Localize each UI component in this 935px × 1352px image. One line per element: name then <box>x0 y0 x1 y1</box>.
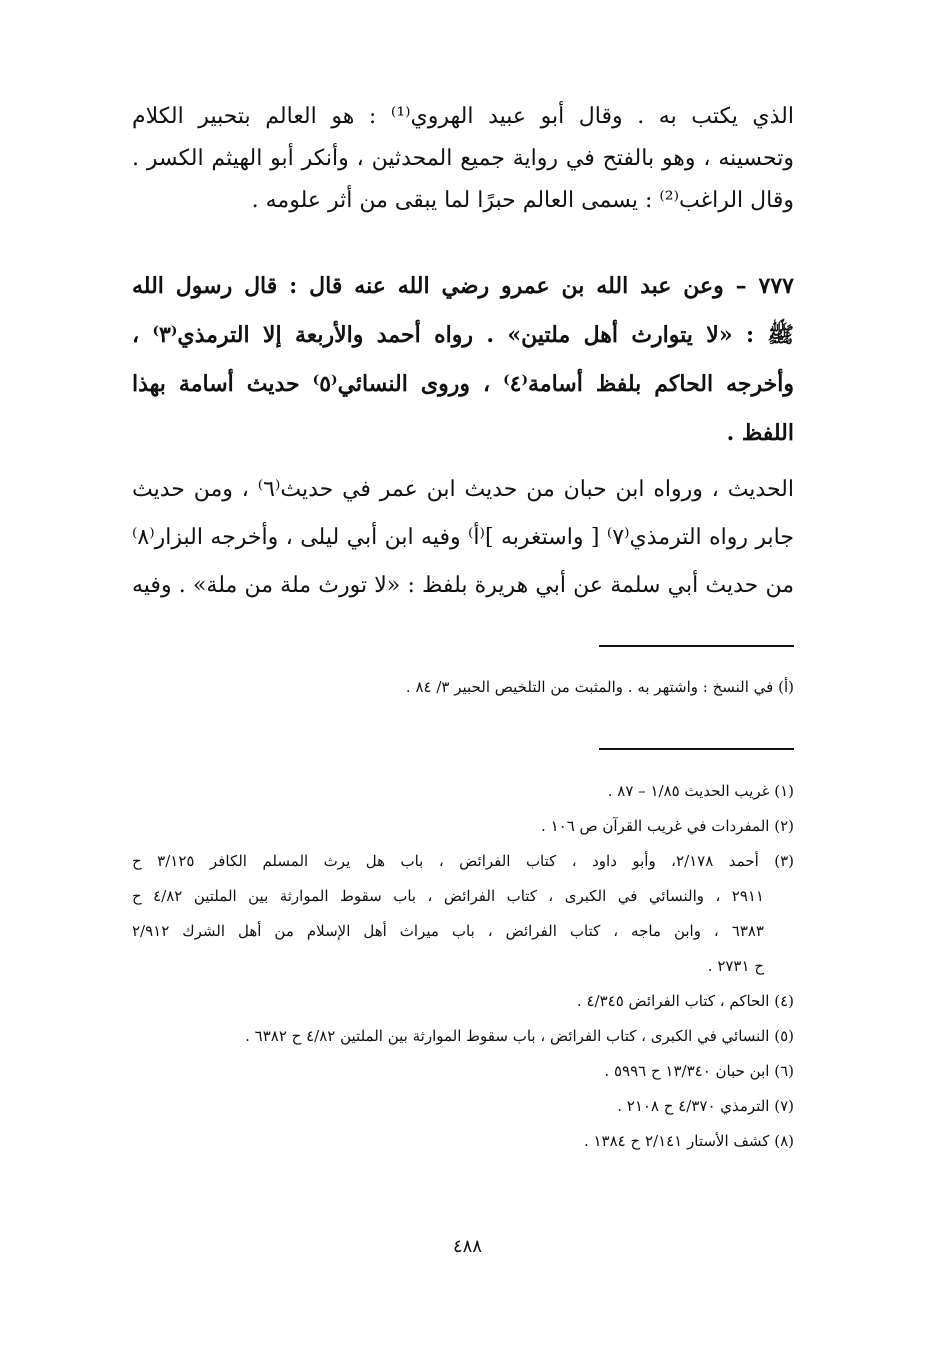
footnote: (٦) ابن حبان ١٣/٣٤٠ ح ٥٩٩٦ . <box>604 1062 794 1080</box>
footnote: (٧) الترمذي ٤/٣٧٠ ح ٢١٠٨ . <box>617 1097 794 1115</box>
text-line: جابر رواه الترمذي⁽٧⁾ [ واستغربه ]⁽أ⁾ وفيه ابن أبي ليلى ، وأخرجه البزار⁽٨⁾ <box>132 525 794 550</box>
text-line: الذي يكتب به . وقال أبو عبيد الهروي⁽¹⁾ : هو العالم بتحبير الكلام <box>132 104 794 129</box>
footnote-divider <box>599 645 794 647</box>
paragraph-explanation <box>132 96 794 222</box>
footnote-continuation: ٦٣٨٣ ، وابن ماجه ، كتاب الفرائض ، باب ميراث أهل الإسلام من أهل الشرك ٢/٩١٢ <box>132 922 764 940</box>
hadith-text <box>132 262 794 458</box>
footnote: (٨) كشف الأستار ٢/١٤١ ح ١٣٨٤ . <box>583 1132 794 1150</box>
text-line: وتحسينه ، وهو بالفتح في رواية جميع المحدثين ، وأنكر أبو الهيثم الكسر . <box>132 146 794 171</box>
text-line: ﷺ : «لا يتوارث أهل ملتين» . رواه أحمد والأربعة إلا الترمذي⁽٣⁾ ، <box>132 322 794 348</box>
text-line: اللفظ . <box>726 420 794 446</box>
page-number: ٤٨٨ <box>452 1236 482 1257</box>
footnote: (١) غريب الحديث ١/٨٥ – ٨٧ . <box>607 782 794 800</box>
text-line: من حديث أبي سلمة عن أبي هريرة بلفظ : «لا تورث ملة من ملة» . وفيه <box>132 573 794 598</box>
footnote-continuation: ٢٩١١ ، والنسائي في الكبرى ، كتاب الفرائض ، باب سقوط الموارثة بين الملتين ٤/٨٢ ح <box>132 887 764 905</box>
footnote: (٥) النسائي في الكبرى ، كتاب الفرائض ، باب سقوط الموارثة بين الملتين ٤/٨٢ ح ٦٣٨٢ . <box>245 1027 794 1045</box>
paragraph-commentary <box>132 466 794 610</box>
text-line: وقال الراغب⁽²⁾ : يسمى العالم حبرًا لما يبقى من أثر علومه . <box>251 188 794 213</box>
text-line: وأخرجه الحاكم بلفظ أسامة⁽٤⁾ ، وروى النسائي⁽٥⁾ حديث أسامة بهذا <box>132 371 794 397</box>
text-line: ٧٧٧ – وعن عبد الله بن عمرو رضي الله عنه قال : قال رسول الله <box>132 273 794 299</box>
footnote: (٣) أحمد ٢/١٧٨، وأبو داود ، كتاب الفرائض ، باب هل يرث المسلم الكافر ٣/١٢٥ ح <box>132 852 794 870</box>
text-line: الحديث ، ورواه ابن حبان من حديث ابن عمر في حديث⁽٦⁾ ، ومن حديث <box>132 477 794 502</box>
footnote: (٤) الحاكم ، كتاب الفرائض ٤/٣٤٥ . <box>576 992 794 1010</box>
footnote-divider <box>599 748 794 750</box>
footnote: (٢) المفردات في غريب القرآن ص ١٠٦ . <box>541 817 794 835</box>
footnotes <box>132 774 794 1159</box>
footnote-continuation: ح ٢٧٣١ . <box>707 957 764 975</box>
editor-note: (أ) في النسخ : واشتهر به . والمثبت من التلخيص الحبير ٣/ ٨٤ . <box>405 678 794 696</box>
